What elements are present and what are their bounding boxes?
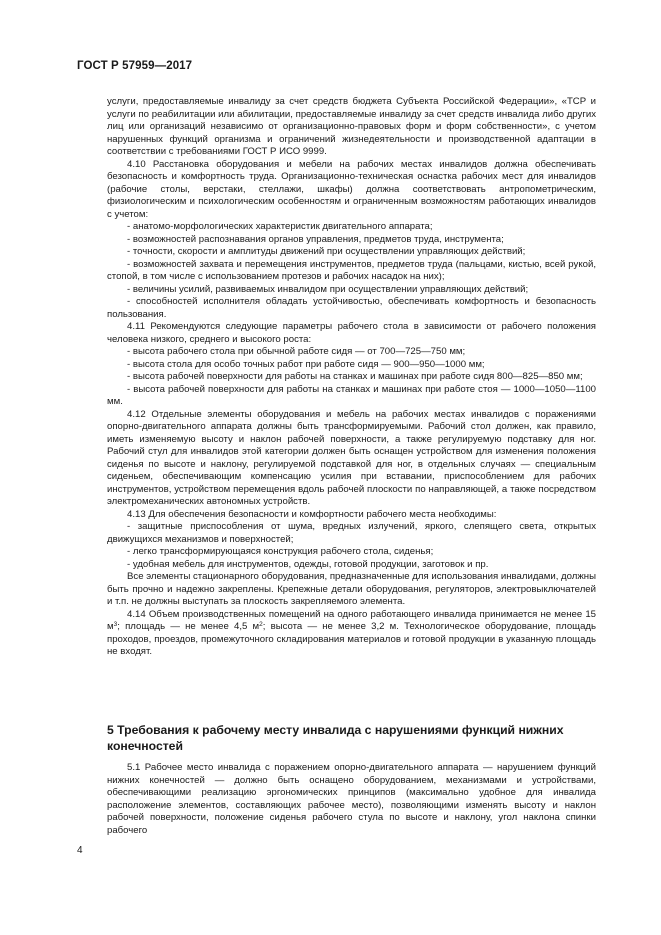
list-item: - высота рабочего стола при обычной работе сидя — от 700—725—750 мм; bbox=[127, 346, 466, 357]
page-number: 4 bbox=[77, 845, 83, 856]
paragraph-4-12: 4.12 Отдельные элементы оборудования и мебель на рабочих местах инвалидов с поражениями опорно-двигательного аппарата должны быть трансформируемыми. Рабочий стол должен, как правило, иметь изменяемую высоту и наклон рабочей поверхности, а также регулируемую подставку для ног. Рабочий стул для инвалидов этой категории должен быть оснащен устройством для изменения положения сиденья по высоте и наклону, регулируемой подставкой для ног, в отдельных случаях — специальным сиденьем, обеспечивающим компенсацию усилия при вставании, приспособлением для рабочих инструментов, устройством перемещения вдоль рабочей плоскости по направляющей, а также посредством электромеханических автономных устройств. bbox=[107, 408, 596, 507]
document-code-header: ГОСТ Р 57959—2017 bbox=[77, 60, 193, 72]
list-item: - величины усилий, развиваемых инвалидом при осуществлении управляющих действий; bbox=[127, 283, 529, 295]
list-item: - легко трансформирующаяся конструкция рабочего стола, сиденья; bbox=[127, 546, 434, 557]
list-item: - способностей исполнителя обладать устойчивостью, обеспечивать комфортность и безопасность пользования. bbox=[107, 296, 596, 320]
list-item: - возможностей захвата и перемещения инструментов, предметов труда (пальцами, кистью, всей рукой, стопой, в том числе с использованием протезов и рабочих насадок на них); bbox=[107, 258, 596, 282]
section-5-title: 5 Требования к рабочему месту инвалида с нарушениями функций нижних конечностей bbox=[107, 723, 564, 753]
list-item: - анатомо-морфологических характеристик двигательного аппарата; bbox=[127, 221, 433, 232]
paragraph-continuation: услуги, предоставляемые инвалиду за счет средств бюджета Субъекта Российской Федерации», «ТСР и услуги по реабилитации или абилитации, предоставляемые инвалиду за счет средств инвалида либо других лиц или организаций независимо от организационно-правовых форм и форм собственности», с учетом нарушенных функций организма и ограничений жизнедеятельности и производственной адаптации в соответствии с требованиями ГОСТ Р ИСО 9999. bbox=[107, 96, 596, 157]
main-text-block bbox=[107, 96, 596, 659]
para-4-14-part1: 4.14 Объем производственных помещений на одного работающего инвалида принимается не менее 15 м bbox=[107, 608, 596, 632]
superscript-cubic: 3 bbox=[113, 621, 118, 628]
list-item: - возможностей распознавания органов управления, предметов труда, инструмента; bbox=[127, 233, 504, 245]
paragraph-4-10: 4.10 Расстановка оборудования и мебели на рабочих местах инвалидов должна обеспечивать безопасность и комфортность труда. Организационно-техническая оснастка рабочих мест для инвалидов (рабочие столы, верстаки, стеллажи, шкафы) должна соответствовать антропометрическим, физиологическим и психологическим особенностям и ограниченным возможностям работающих инвалидов с учетом: bbox=[107, 158, 596, 220]
superscript-square: 2 bbox=[259, 621, 263, 628]
list-item: - высота рабочей поверхности для работы на станках и машинах при работе стоя — 1000—1050—1100 мм. bbox=[107, 383, 596, 407]
para-4-14-part3: ; высота — не менее 3,2 м. Технологическое оборудование, площадь проходов, проездов, промежуточного складирования материалов и готовой продукции в указанную площадь не входят. bbox=[107, 621, 596, 657]
paragraph-4-13: 4.13 Для обеспечения безопасности и комфортности рабочего места необходимы: bbox=[127, 508, 497, 520]
paragraph-5-1: 5.1 Рабочее место инвалида с поражением опорно-двигательного аппарата — нарушением функций нижних конечностей — должно быть оснащено оборудованием, механизмами и устройствами, обеспечивающими реализацию эргономических принципов (максимально удобное для инвалида расположение элементов, составляющих рабочее место), позволяющими изменять высоту и наклон рабочей поверхности, положение сиденья рабочего стула по высоте и наклону, угол наклона спинки рабочего bbox=[107, 762, 596, 836]
paragraph-4-11: 4.11 Рекомендуются следующие параметры рабочего стола в зависимости от рабочего положения человека низкого, среднего и высокого роста: bbox=[107, 321, 596, 345]
list-item: - высота рабочей поверхности для работы на станках и машинах при работе сидя 800—825—850 мм; bbox=[127, 371, 583, 382]
list-item: - точности, скорости и амплитуды движений при осуществлении управляющих действий; bbox=[127, 246, 526, 257]
paragraph-equipment: Все элементы стационарного оборудования, предназначенные для использования инвалидами, должны быть прочно и надежно закреплены. Крепежные детали оборудования, регуляторов, электровыключателей и т.п. не должны выступать за плоскость закрепляемого элемента. bbox=[107, 571, 596, 607]
section-5-body bbox=[107, 762, 596, 837]
list-item: - защитные приспособления от шума, вредных излучений, яркого, слепящего света, открытых движущихся механизмов и поверхностей; bbox=[107, 521, 596, 545]
paragraph-4-14 bbox=[107, 609, 596, 659]
list-item: - удобная мебель для инструментов, одежды, готовой продукции, заготовок и пр. bbox=[127, 558, 489, 570]
list-item: - высота стола для особо точных работ при работе сидя — 900—950—1000 мм; bbox=[127, 358, 485, 370]
para-4-14-part2: ; площадь — не менее 4,5 м bbox=[117, 621, 260, 632]
